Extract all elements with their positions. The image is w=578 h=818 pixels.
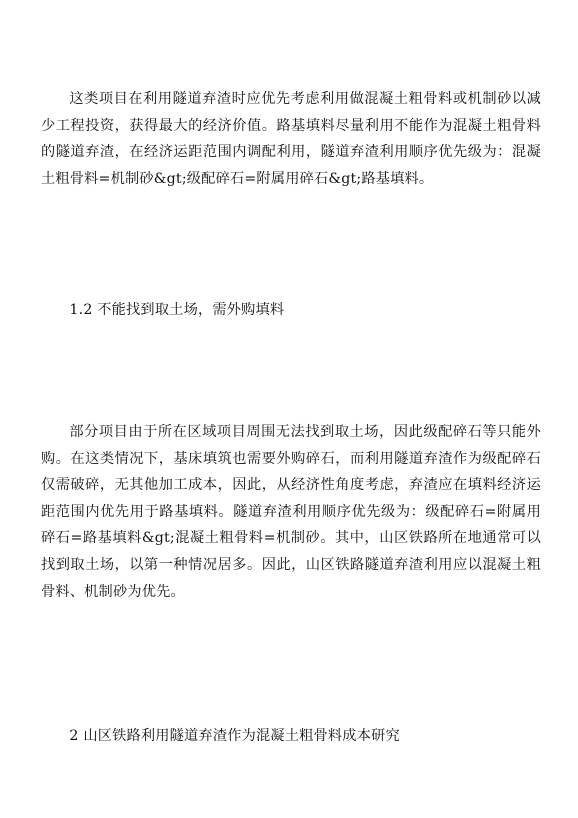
body-paragraph-external-fill: 部分项目由于所在区域项目周围无法找到取土场，因此级配碎石等只能外购。在这类情况下，基床填筑也需要外购碎石，而利用隧道弃渣作为级配碎石仅需破碎，无其他加工成本，因此，从经济性角度考虑，弃渣应在填料经济运距范围内优先用于路基填料。隧道弃渣利用顺序优先级为：级配碎石=附属用碎石=路基填料&gt;混凝土粗骨料=机制砂。其中，山区铁路所在地通常可以找到取土场，以第一种情况居多。因此，山区铁路隧道弃渣利用应以混凝土粗骨料、机制砂为优先。 — [41, 424, 541, 600]
section-heading-2: 2 山区铁路利用隧道弃渣作为混凝土粗骨料成本研究 — [69, 728, 400, 744]
section-heading-1-2: 1.2 不能找到取土场，需外购填料 — [69, 302, 285, 318]
body-paragraph-priority-order: 这类项目在利用隧道弃渣时应优先考虑利用做混凝土粗骨料或机制砂以减少工程投资，获得最大的经济价值。路基填料尽量利用不能作为混凝土粗骨料的隧道弃渣，在经济运距范围内调配利用，隧道弃渣利用顺序优先级为：混凝土粗骨料=机制砂&gt;级配碎石=附属用碎石&gt;路基填料。 — [41, 91, 541, 187]
